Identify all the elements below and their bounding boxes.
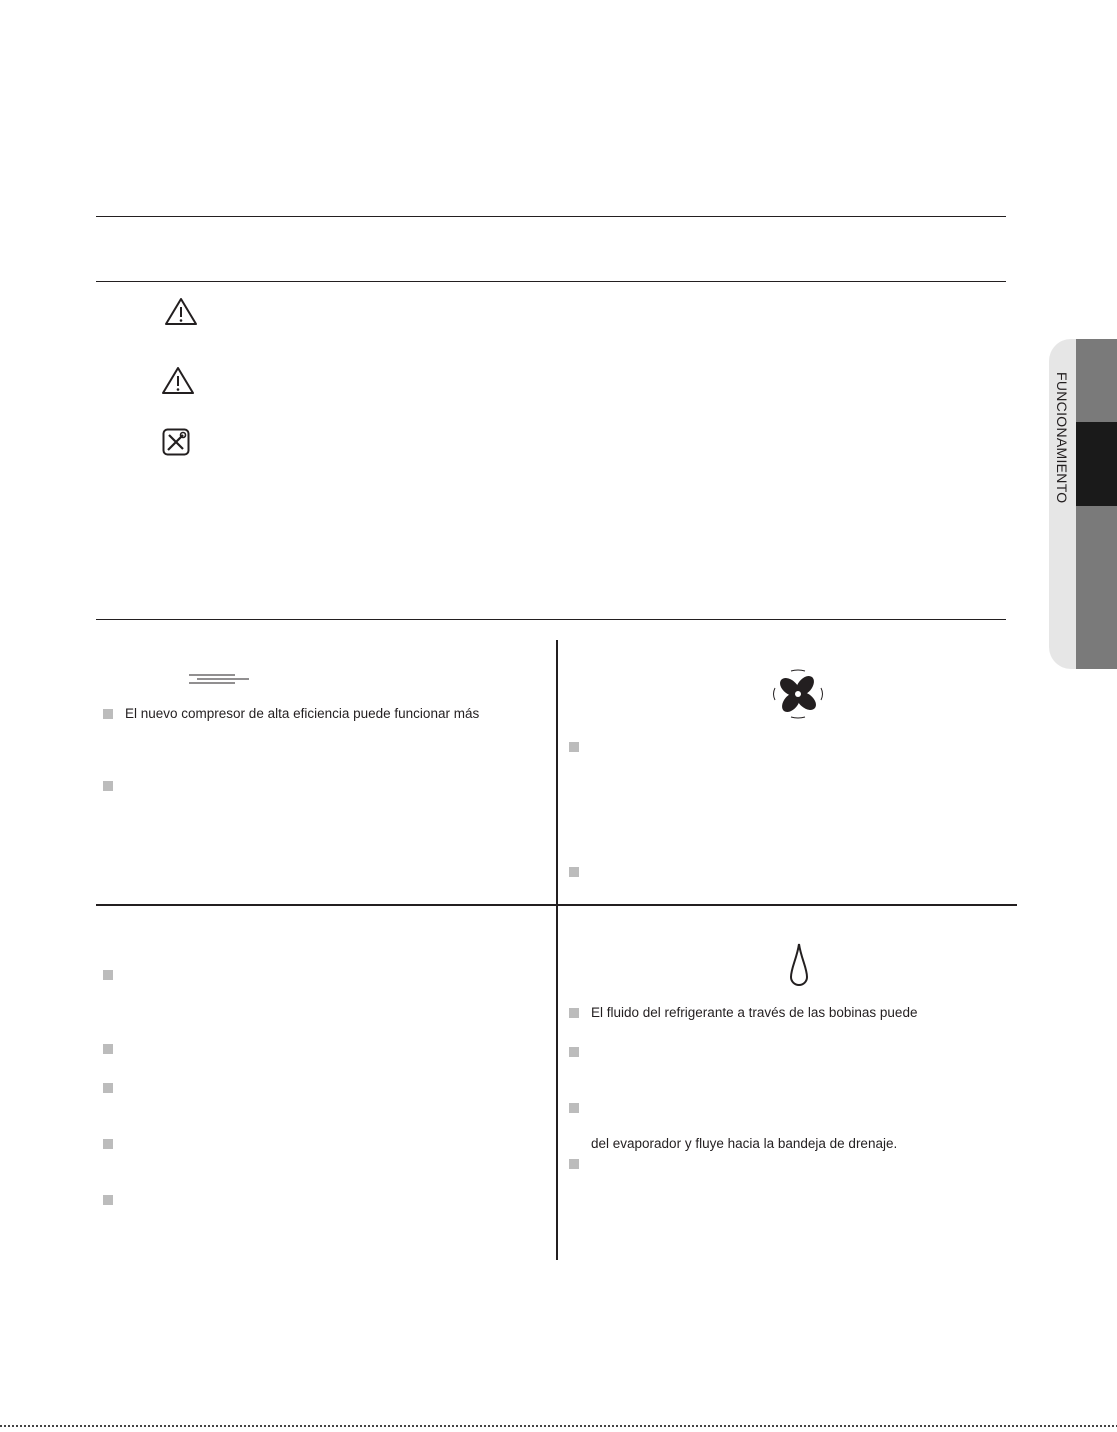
section-rule xyxy=(96,619,1006,620)
bullet-marker xyxy=(103,709,113,719)
bullet-marker xyxy=(569,867,579,877)
chapter-tab-label: FUNCIONAMIENTO xyxy=(1054,372,1070,504)
refrigerant-continuation: del evaporador y fluye hacia la bandeja de drenaje. xyxy=(591,1136,898,1151)
top-rule xyxy=(96,216,1006,217)
refrigerant-bullet-1: El fluido del refrigerante a través de las bobinas puede xyxy=(591,1005,918,1020)
chapter-tab-active-marker xyxy=(1076,422,1117,506)
compressor-icon xyxy=(187,668,251,688)
compressor-bullet-1: El nuevo compresor de alta eficiencia puede funcionar más xyxy=(125,706,480,721)
warning-triangle-icon xyxy=(161,366,195,395)
bullet-marker xyxy=(103,1195,113,1205)
fan-icon xyxy=(769,668,827,720)
bullet-marker xyxy=(569,1159,579,1169)
warning-triangle-icon xyxy=(164,297,198,326)
water-drop-icon xyxy=(788,942,810,988)
column-divider xyxy=(556,640,558,1260)
bullet-marker xyxy=(569,1047,579,1057)
footer-dotted-line xyxy=(0,1425,1117,1427)
bullet-marker xyxy=(103,1083,113,1093)
bullet-marker xyxy=(569,1103,579,1113)
bullet-marker xyxy=(569,1008,579,1018)
header-rule xyxy=(96,281,1006,282)
bullet-marker xyxy=(103,781,113,791)
wrench-screwdriver-icon xyxy=(162,428,190,456)
bullet-marker xyxy=(103,1139,113,1149)
bullet-marker xyxy=(103,1044,113,1054)
bullet-marker xyxy=(569,742,579,752)
bullet-marker xyxy=(103,970,113,980)
